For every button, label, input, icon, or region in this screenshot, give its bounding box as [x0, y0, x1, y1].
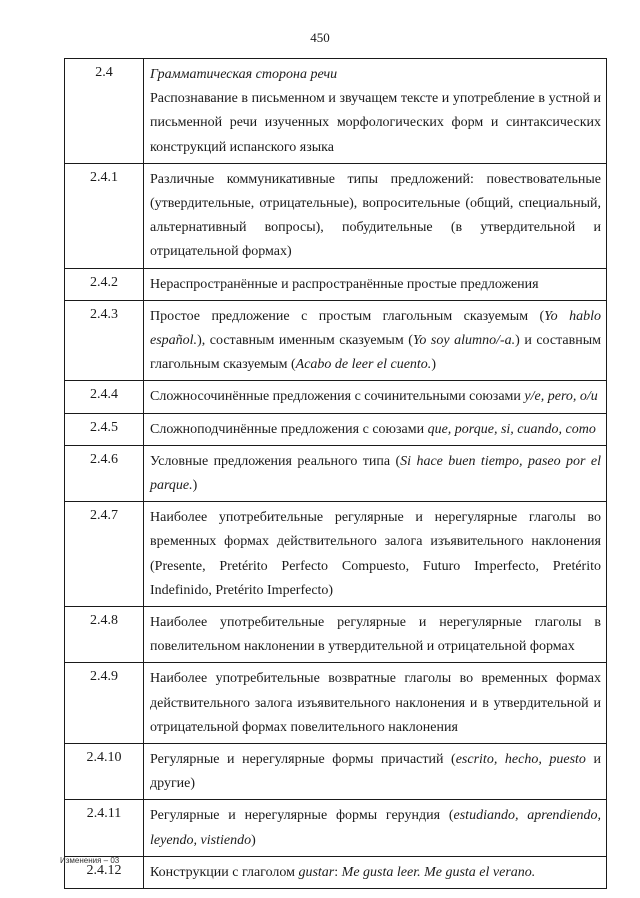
section-text: Наиболее употребительные регулярные и нерегулярные глаголы во временных формах действительного залога изъявительного наклонения (Presente, Pretérito Perfecto Compuesto, Futuro Imperfecto, Pretérito Indefinido, Pretérito Imperfecto)	[144, 502, 607, 607]
text-fragment: Регулярные и нерегулярные формы герундия (	[150, 808, 454, 824]
spanish-example: y/e, pero, o/u	[524, 389, 598, 405]
table-row	[65, 856, 607, 888]
section-number: 2.4.5	[65, 413, 144, 445]
text-fragment: Простое предложение с простым глагольным сказуемым (	[150, 308, 545, 324]
section-number: 2.4.12	[65, 856, 144, 888]
page-number: 450	[310, 30, 330, 45]
table-row	[65, 268, 607, 300]
section-number: 2.4.8	[65, 607, 144, 663]
spanish-example: Si hace buen tiempo, paseo por el parque.	[150, 453, 601, 494]
table-row	[65, 445, 607, 501]
curriculum-table	[64, 58, 607, 889]
section-text	[144, 800, 607, 856]
section-number: 2.4.11	[65, 800, 144, 856]
section-text: Нераспространённые и распространённые простые предложения	[144, 268, 607, 300]
text-fragment: Сложносочинённые предложения с сочинительными союзами	[150, 389, 525, 405]
section-text	[144, 744, 607, 800]
section-text	[144, 445, 607, 501]
section-number: 2.4.3	[65, 300, 144, 381]
section-text: Различные коммуникативные типы предложений: повествовательные (утвердительные, отрицательные), вопросительные (общий, специальный, альтернативный вопросы), побудительные (в утвердительной и отрицательной формах)	[144, 163, 607, 268]
spanish-example: Acabo de leer el cuento.	[295, 357, 432, 373]
table-row	[65, 744, 607, 800]
section-number: 2.4.9	[65, 663, 144, 744]
table-row	[65, 502, 607, 607]
text-fragment: Условные предложения реального типа (	[150, 453, 401, 469]
section-content	[144, 59, 607, 164]
section-number: 2.4.10	[65, 744, 144, 800]
text-fragment: )	[431, 357, 436, 373]
text-fragment: )	[192, 478, 198, 494]
spanish-example: que, porque, si, cuando, como	[427, 421, 596, 437]
section-number: 2.4.4	[65, 381, 144, 413]
spanish-example: Yo soy alumno/-a.	[412, 333, 516, 349]
table-row	[65, 800, 607, 856]
section-number: 2.4	[65, 59, 144, 164]
spanish-example: estudiando, aprendiendo, leyendo, vistiendo	[150, 808, 602, 848]
section-text: Наиболее употребительные регулярные и нерегулярные глаголы в повелительном наклонении в утвердительной и отрицательной формах	[144, 607, 607, 663]
table-row	[65, 381, 607, 413]
text-fragment: и другие)	[150, 752, 601, 792]
table-row	[65, 163, 607, 268]
section-number: 2.4.6	[65, 445, 144, 501]
text-fragment: ) и составным глагольным сказуемым (	[150, 333, 601, 373]
table-row	[65, 607, 607, 663]
table-row	[65, 413, 607, 445]
footer-revision-note: Изменения – 03	[60, 856, 120, 865]
spanish-example: Yo hablo español.	[150, 308, 602, 349]
text-fragment: Регулярные и нерегулярные формы причастий (	[150, 752, 456, 768]
section-text	[144, 300, 607, 381]
text-fragment: ), составным именным сказуемым (	[197, 333, 413, 349]
spanish-example: Me gusta leer. Me gusta el verano.	[341, 864, 536, 880]
section-text	[144, 381, 607, 413]
section-number: 2.4.2	[65, 268, 144, 300]
text-fragment: )	[251, 832, 256, 848]
table-row	[65, 300, 607, 381]
text-fragment: Сложноподчинённые предложения с союзами	[150, 421, 428, 437]
section-number: 2.4.7	[65, 502, 144, 607]
section-text	[144, 856, 607, 888]
section-number: 2.4.1	[65, 163, 144, 268]
table-row	[65, 663, 607, 744]
table-row	[65, 59, 607, 164]
section-text: Наиболее употребительные возвратные глаголы во временных формах действительного залога изъявительного наклонения и в утвердительной и отрицательной формах повелительного наклонения	[144, 663, 607, 744]
section-text	[144, 413, 607, 445]
spanish-example: gustar	[298, 864, 335, 880]
section-title: Грамматическая сторона речи	[150, 67, 338, 82]
section-text: Распознавание в письменном и звучащем тексте и употребление в устной и письменной речи изученных морфологических форм и синтаксических конструкций испанского языка	[150, 91, 601, 155]
text-fragment: :	[334, 864, 342, 880]
spanish-example: escrito, hecho, puesto	[455, 752, 586, 768]
text-fragment: Конструкции с глаголом	[150, 864, 299, 880]
